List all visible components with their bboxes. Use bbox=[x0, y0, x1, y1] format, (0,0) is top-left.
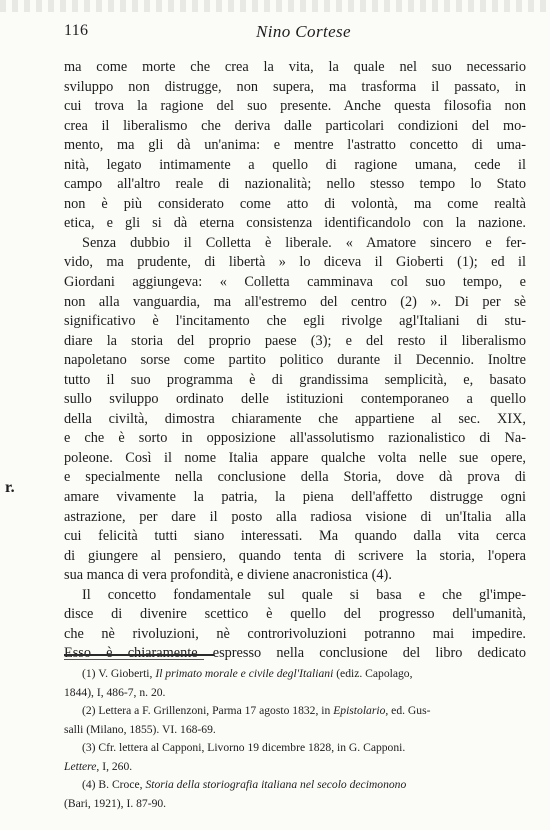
paragraph-last-line: sua manca di vera profondità, e diviene anacronistica (4). bbox=[64, 567, 392, 584]
text-line: e che è sorto in opposizione all'assolutismo razionalistico di Na- bbox=[64, 430, 526, 447]
footnotes bbox=[64, 665, 526, 813]
footnote-line: salli (Milano, 1855). VI. 168-69. bbox=[64, 722, 216, 736]
text-line: non è più considerato come atto di volontà, ma come realtà bbox=[64, 195, 526, 212]
text-line: non alla vanguardia, ma all'estremo del centro (2) ». Di per sè bbox=[64, 293, 526, 310]
text-line: Esso è chiaramente espresso nella conclusione del libro dedicato bbox=[64, 645, 526, 662]
scan-top-edge bbox=[0, 0, 550, 12]
text-line: napoletano sorse come partito politico durante il Decennio. Inoltre bbox=[64, 352, 526, 369]
footnote-separator bbox=[64, 654, 214, 656]
footnote-line: (2) Lettera a F. Grillenzoni, Parma 17 agosto 1832, in Epistolario, ed. Gus- bbox=[82, 704, 431, 717]
text-line: diare la storia del proprio paese (3); e del resto il liberalismo bbox=[64, 332, 526, 349]
text-line: campo all'altro reale di nazionalità; nello stesso tempo lo Stato bbox=[64, 176, 526, 193]
footnote-line: Lettere, I, 260. bbox=[64, 759, 133, 773]
text-line: Giordani aggiungeva: « Colletta camminava col suo tempo, e bbox=[64, 274, 526, 291]
running-title: Nino Cortese bbox=[256, 22, 351, 41]
text-line: e specialmente nella conclusione della Storia, dove dà prova di bbox=[64, 469, 526, 486]
text-line: cui felicità tutti siano interessati. Ma quando dalla vita cerca bbox=[64, 528, 526, 545]
text-line: significativo è l'incitamento che egli rivolge agl'Italiani di stu- bbox=[64, 313, 526, 330]
text-line: ma come morte che crea la vita, la quale nel suo necessario bbox=[64, 59, 526, 75]
footnote-line: 1844), I, 486-7, n. 20. bbox=[64, 685, 166, 699]
text-line: mento, ma gli dà un'anima: e mentre l'astratto concetto di uma- bbox=[64, 137, 526, 154]
text-line: sviluppo non distrugge, non supera, ma trasforma il passato, in bbox=[64, 78, 526, 95]
footnote-line: (1) V. Gioberti, Il primato morale e civile degl'Italiani (ediz. Capolago, bbox=[82, 667, 413, 680]
text-line: tutto il suo programma è di grandissima semplicità, e, basato bbox=[64, 371, 526, 388]
text-line: etica, e gli si dà eterna consistenza identificandolo con la nazione. bbox=[64, 215, 526, 232]
text-line: nità, legato intimamente a quello di ragione umana, cede il bbox=[64, 156, 526, 173]
paragraph-first-line: Il concetto fondamentale sul quale si basa e che gl'impe- bbox=[82, 586, 526, 603]
footnote-line: (4) B. Croce, Storia della storiografia italiana nel secolo decimonono bbox=[82, 778, 407, 791]
text-line: disce di divenire scettico è quello del progresso dell'umanità, bbox=[64, 606, 526, 623]
text-line: crea il liberalismo che deriva dalle particolari condizioni del mo- bbox=[64, 117, 526, 134]
text-line: che nè rivoluzioni, nè controrivoluzioni potranno mai impedire. bbox=[64, 625, 526, 642]
text-line: amare vivamente la patria, la piena dell'affetto distrugge ogni bbox=[64, 489, 526, 506]
page-number: 116 bbox=[64, 22, 89, 39]
text-line: astrazione, per dare il posto alla radiosa visione di un'Italia alla bbox=[64, 508, 526, 525]
text-line: vido, ma prudente, di libertà » lo diceva il Gioberti (1); ed il bbox=[64, 254, 526, 271]
text-line: della civiltà, dimostra chiaramente che appartiene al sec. XIX, bbox=[64, 410, 526, 427]
body-text bbox=[64, 58, 526, 664]
text-line: poleone. Così il nome Italia appare qualche volta nelle sue opere, bbox=[64, 449, 526, 466]
margin-mark: r. bbox=[5, 479, 15, 496]
footnote-line: (Bari, 1921), I. 87-90. bbox=[64, 796, 167, 810]
page-header bbox=[64, 20, 524, 44]
text-line: cui trova la ragione del suo presente. Anche questa filosofia non bbox=[64, 98, 526, 115]
text-line: di giungere al pensiero, quando tenta di scrivere la storia, l'opera bbox=[64, 547, 526, 564]
footnote-line: (3) Cfr. lettera al Capponi, Livorno 19 dicembre 1828, in G. Capponi. bbox=[82, 741, 406, 754]
text-line: sullo sviluppo ordinato delle istituzioni contemporaneo a quello bbox=[64, 391, 526, 408]
paragraph-first-line: Senza dubbio il Colletta è liberale. « Amatore sincero e fer- bbox=[82, 234, 526, 251]
